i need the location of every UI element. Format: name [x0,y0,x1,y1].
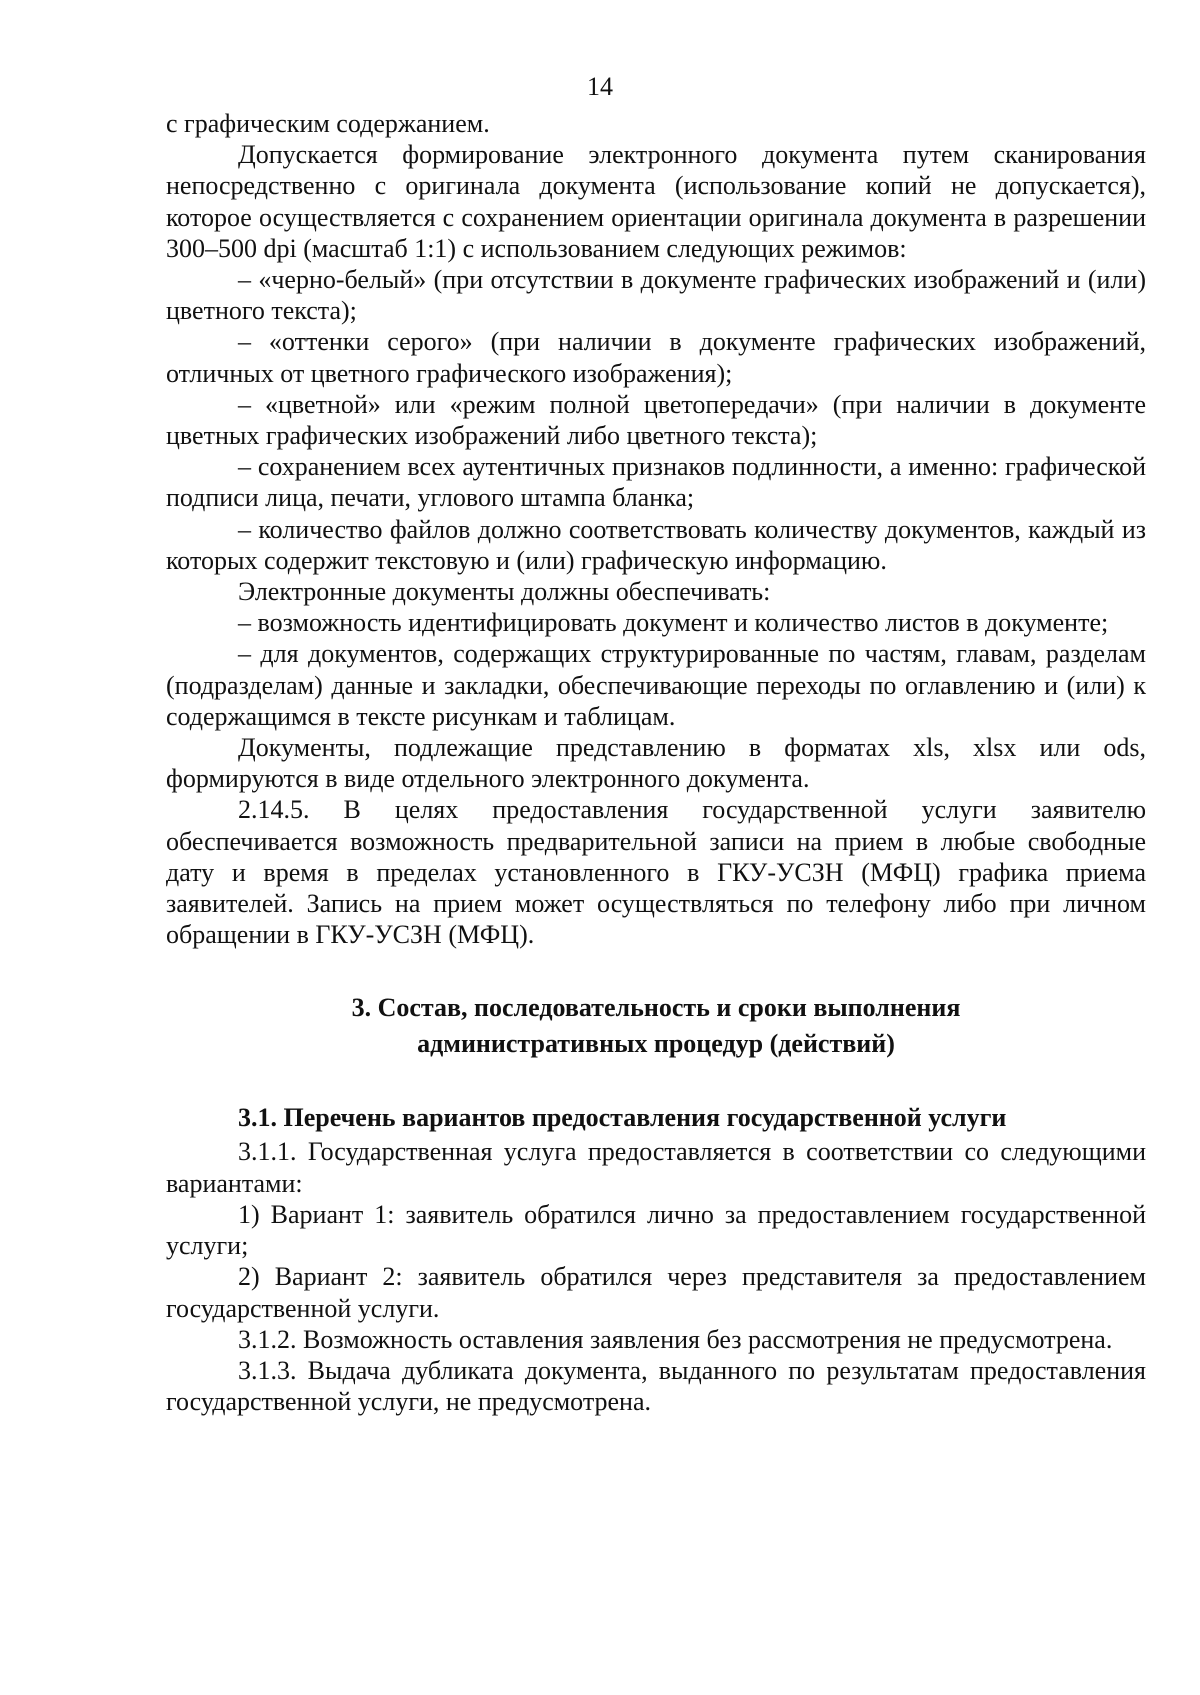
list-item: – «цветной» или «режим полной цветопередачи» (при наличии в документе цветных графических изображений либо цветного текста); [166,389,1146,451]
list-item: – возможность идентифицировать документ и количество листов в документе; [238,608,1109,638]
paragraph: Допускается формирование электронного документа путем сканирования непосредственно с оригинала документа (использование копий не допускается), которое осуществляется с сохранением ориентации оригинала документа в разрешении 300–500 dpi (масштаб 1:1) с использованием следующих режимов: [166,140,1146,263]
section-heading-line: 3. Состав, последовательность и сроки выполнения [351,993,961,1023]
paragraph: 3.1.1. Государственная услуга предоставляется в соответствии со следующими вариантами: [166,1137,1146,1198]
list-item: 1) Вариант 1: заявитель обратился лично за предоставлением государственной услуги; [166,1199,1146,1261]
paragraph: Электронные документы должны обеспечивать: [238,577,771,607]
section-heading [166,990,1146,1062]
section-heading-line: административных процедур (действий) [417,1029,895,1059]
list-item: – «оттенки серого» (при наличии в документе графических изображений, отличных от цветного графического изображения); [166,327,1146,388]
list-item: 2) Вариант 2: заявитель обратился через представителя за предоставлением государственной услуги. [166,1262,1146,1323]
paragraph: с графическим содержанием. [166,109,490,138]
list-item: – для документов, содержащих структурированные по частям, главам, разделам (подразделам) данные и закладки, обеспечивающие переходы по оглавлению и (или) к содержащимся в тексте рисункам и таблицам. [166,639,1146,731]
list-item: – «черно-белый» (при отсутствии в документе графических изображений и (или) цветного текста); [166,265,1146,326]
document-body [166,108,1146,1417]
paragraph: 3.1.2. Возможность оставления заявления без рассмотрения не предусмотрена. [238,1324,1113,1354]
page-number: 14 [587,72,613,101]
paragraph: 3.1.3. Выдача дубликата документа, выданного по результатам предоставления государственной услуги, не предусмотрена. [166,1355,1146,1417]
list-item: – количество файлов должно соответствовать количеству документов, каждый из которых содержит текстовую и (или) графическую информацию. [166,514,1146,575]
list-item: – сохранением всех аутентичных признаков подлинности, а именно: графической подписи лица, печати, углового штампа бланка; [166,452,1146,513]
subsection-heading: 3.1. Перечень вариантов предоставления государственной услуги [238,1103,1007,1133]
paragraph: Документы, подлежащие представлению в форматах xls, xlsx или ods, формируются в виде отдельного электронного документа. [166,733,1146,794]
paragraph: 2.14.5. В целях предоставления государственной услуги заявителю обеспечивается возможность предварительной записи на прием в любые свободные дату и время в пределах установленного в ГКУ-УСЗН (МФЦ) графика приема заявителей. Запись на прием может осуществляться по телефону либо при личном обращении в ГКУ-УСЗН (МФЦ). [166,795,1146,950]
